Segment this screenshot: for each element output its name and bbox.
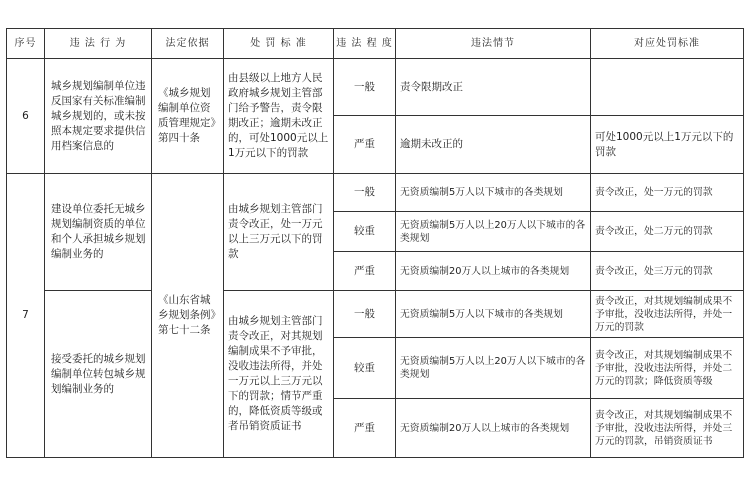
row7a-penalty-standard: 由城乡规划主管部门责令改正，处一万元以上三万元以下的罚款: [224, 174, 334, 291]
row7b-general-penalty: 责令改正，对其规划编制成果不予审批，没收违法所得，并处一万元的罚款: [591, 291, 744, 338]
row7a-general-penalty: 责令改正，处一万元的罚款: [591, 174, 744, 212]
row7b-penalty-standard: 由城乡规划主管部门责令改正，对其规划编制成果不予审批，没收违法所得，并处一万元以上三万元以下的罚款；情节严重的，降低资质等级或者吊销资质证书: [224, 291, 334, 458]
row7b-heavier-degree: 较重: [334, 338, 396, 399]
row6-serious-penalty: 可处1000元以上1万元以下的罚款: [591, 116, 744, 174]
row7-serial: 7: [7, 174, 45, 458]
row6-general-degree: 一般: [334, 59, 396, 116]
penalty-table-wrapper: [6, 28, 743, 458]
row7b-serious-degree: 严重: [334, 399, 396, 458]
row7a-serious-circumstance: 无资质编制20万人以上城市的各类规划: [396, 252, 591, 291]
row6-serious-circumstance: 逾期未改正的: [396, 116, 591, 174]
row7b-heavier-penalty: 责令改正，对其规划编制成果不予审批，没收违法所得，并处二万元的罚款；降低资质等级: [591, 338, 744, 399]
row7b-serious-circumstance: 无资质编制20万人以上城市的各类规划: [396, 399, 591, 458]
table-row: [7, 174, 744, 212]
row7b-general-circumstance: 无资质编制5万人以下城市的各类规划: [396, 291, 591, 338]
row7a-heavier-degree: 较重: [334, 212, 396, 252]
header-violation-act: 违 法 行 为: [45, 29, 152, 59]
row7a-heavier-penalty: 责令改正，处二万元的罚款: [591, 212, 744, 252]
row7a-violation-act: 建设单位委托无城乡规划编制资质的单位和个人承担城乡规划编制业务的: [45, 174, 152, 291]
row6-legal-basis: 《城乡规划编制单位资质管理规定》第四十条: [152, 59, 224, 174]
row7-legal-basis: 《山东省城乡规划条例》第七十二条: [152, 174, 224, 458]
penalty-standard-table: [6, 28, 744, 458]
row7a-general-degree: 一般: [334, 174, 396, 212]
row6-serial: 6: [7, 59, 45, 174]
row6-violation-act: 城乡规划编制单位违反国家有关标准编制城乡规划的，或未按照本规定要求提供信用档案信息的: [45, 59, 152, 174]
header-violation-degree: 违 法 程 度: [334, 29, 396, 59]
table-row: [7, 291, 744, 338]
header-violation-circumstance: 违法情节: [396, 29, 591, 59]
header-serial: 序号: [7, 29, 45, 59]
header-legal-basis: 法定依据: [152, 29, 224, 59]
header-penalty-standard: 处 罚 标 准: [224, 29, 334, 59]
row6-general-circumstance: 责令限期改正: [396, 59, 591, 116]
header-corresponding-penalty: 对应处罚标准: [591, 29, 744, 59]
row7b-heavier-circumstance: 无资质编制5万人以上20万人以下城市的各类规划: [396, 338, 591, 399]
row7b-serious-penalty: 责令改正，对其规划编制成果不予审批，没收违法所得，并处三万元的罚款，吊销资质证书: [591, 399, 744, 458]
row6-general-penalty: [591, 59, 744, 116]
row7a-heavier-circumstance: 无资质编制5万人以上20万人以下城市的各类规划: [396, 212, 591, 252]
row7a-serious-penalty: 责令改正，处三万元的罚款: [591, 252, 744, 291]
row7b-general-degree: 一般: [334, 291, 396, 338]
row7a-serious-degree: 严重: [334, 252, 396, 291]
row6-penalty-standard: 由县级以上地方人民政府城乡规划主管部门给予警告，责令限期改正；逾期未改正的，可处1000元以上1万元以下的罚款: [224, 59, 334, 174]
row6-serious-degree: 严重: [334, 116, 396, 174]
table-header-row: [7, 29, 744, 59]
row7a-general-circumstance: 无资质编制5万人以下城市的各类规划: [396, 174, 591, 212]
table-row: [7, 59, 744, 116]
row7b-violation-act: 接受委托的城乡规划编制单位转包城乡规划编制业务的: [45, 291, 152, 458]
